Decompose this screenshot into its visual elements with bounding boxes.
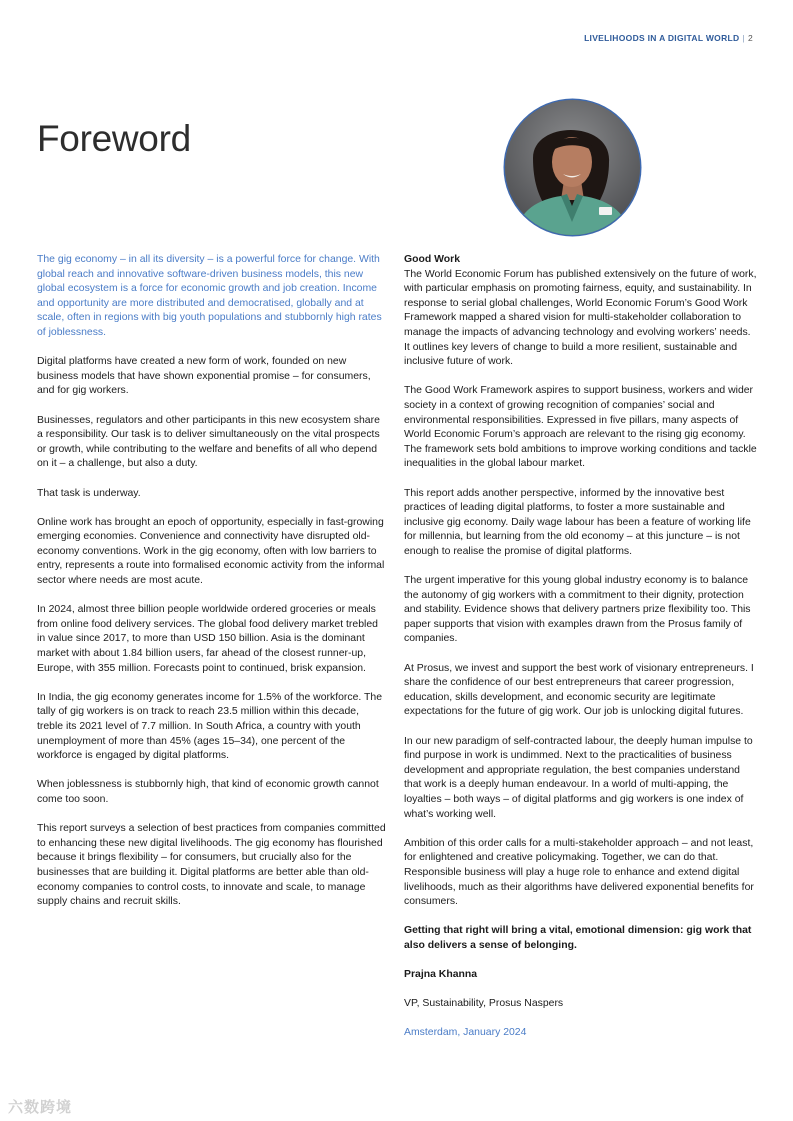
body-paragraph: The urgent imperative for this young global industry economy is to balance the autonomy of gig workers with a commitment to their dignity, protection and stability. Evidence shows that delivery partners prize flexibility too. This paper supports that vision with examples drawn from the Prosus family of companies. <box>404 575 751 645</box>
body-paragraph: At Prosus, we invest and support the best work of visionary entrepreneurs. I share the confidence of our best entrepreneurs that career progression, education, skills development, and economic security are legitimate expectations for the future of gig work. Our job is unlocking digital futures. <box>404 662 754 718</box>
body-paragraph: This report surveys a selection of best practices from companies committed to enhancing these new digital livelihoods. The gig economy has flourished because it brings flexibility – for consumers, but crucially also for the businesses that are building it. Digital platforms are better able than old-economy companies to control costs, to innovate and scale, to manage supply chains and recruit skills. <box>37 823 386 908</box>
intro-paragraph: The gig economy – in all its diversity – is a powerful force for change. With global reach and innovative software-driven business models, this new global ecosystem is a force for economic growth and job creation. Income and opportunity are more distributed and democratised, globally and at scale, often in regions with big youth populations and stubbornly high rates of joblessness. <box>37 254 382 338</box>
right-column <box>404 253 758 1056</box>
header-separator: | <box>742 33 745 43</box>
signatory-role: VP, Sustainability, Prosus Naspers <box>404 998 564 1010</box>
body-paragraph: In 2024, almost three billion people worldwide ordered groceries or meals from online food delivery services. The global food delivery market trebled in value since 2017, to more than USD 150 billion. Asia is the dominant market with about 1.84 billion users, far ahead of the closest runner-up, Europe, with 355 million. Forecasts point to continued, brisk expansion. <box>37 604 378 674</box>
closing-statement: Getting that right will bring a vital, emotional dimension: gig work that also delivers a sense of belonging. <box>404 925 752 951</box>
watermark: 六数跨境 <box>8 1099 73 1116</box>
body-paragraph: The Good Work Framework aspires to support business, workers and wider society in a context of growing recognition of companies’ social and environmental responsibilities. Expressed in five pillars, many aspects of World Economic Forum’s approach are relevant to the rising gig economy. The framework sets bold ambitions to improve working conditions and tackle inequalities in the global labour market. <box>404 385 757 470</box>
signatory-name: Prajna Khanna <box>404 969 478 981</box>
header-title: LIVELIHOODS IN A DIGITAL WORLD <box>584 33 740 43</box>
section-subheading: Good Work <box>404 254 461 265</box>
body-paragraph: This report adds another perspective, informed by the innovative best practices of leading digital platforms, to foster a more sustainable and inclusive gig economy. Daily wage labour has been a feature of working life for millennia, but learning from the old economy – at this juncture – is not enough to realise the promise of digital platforms. <box>404 487 751 557</box>
body-paragraph: In our new paradigm of self-contracted labour, the deeply human impulse to find purpose in work is undimmed. Next to the practicalities of business development and appropriate regulation, the best companies understand that work is a deeply human endeavour. In a world of multi-apping, the loyalties – both ways – of digital platforms and gig workers is one index of what’s working well. <box>404 735 753 820</box>
portrait-illustration <box>505 100 640 235</box>
body-paragraph: Businesses, regulators and other participants in this new ecosystem share a responsibility. Our task is to deliver simultaneously on the vital prospects or growth, while contributing to the welfare and benefits of all who depend on it – a challenge, but also a duty. <box>37 414 380 470</box>
body-paragraph: When joblessness is stubbornly high, that kind of economic growth cannot come too soon. <box>37 779 379 805</box>
body-paragraph: Online work has brought an epoch of opportunity, especially in fast-growing emerging economies. Convenience and connectivity have disrupted old-economy conventions. Work in the gig economy, often with low barriers to entry, represents a route into formalised economic activity from the informal sector where needs are most acute. <box>37 516 385 587</box>
body-paragraph: The World Economic Forum has published extensively on the future of work, with particular emphasis on promoting fairness, equity, and sustainability. In response to serial global challenges, World Economic Forum’s Good Work Framework mapped a shared vision for multi-stakeholder collaboration to manage the impacts of advancing technology and evolving workers’ needs. It outlines key levers of change to build a more resilient, sustainable and inclusive future of work. <box>404 268 757 368</box>
signature-place-date: Amsterdam, January 2024 <box>404 1027 527 1039</box>
page-title: Foreword <box>37 118 191 159</box>
signature-block <box>404 968 758 1041</box>
body-paragraph: That task is underway. <box>37 487 141 499</box>
body-paragraph: In India, the gig economy generates income for 1.5% of the workforce. The tally of gig workers is on track to reach 23.5 million within this decade, treble its 2021 level of 7.7 million. In South Africa, a country with youth unemployment of more than 45% (ages 15–34), one percent of the workforce is engaged by digital platforms. <box>37 691 383 762</box>
running-header <box>584 33 753 43</box>
body-paragraph: Digital platforms have created a new form of work, founded on new business models that have shown exponential promise – for consumers, and for gig workers. <box>37 356 371 397</box>
page-number: 2 <box>747 33 753 43</box>
body-paragraph: Ambition of this order calls for a multi-stakeholder approach – and not least, for enlightened and creative policymaking. Together, we can do that. Responsible business will play a huge role to enhance and extend digital livelihoods, much as their algorithms have delivered exponential benefits for consumers. <box>404 837 754 908</box>
author-portrait <box>505 100 640 235</box>
left-column <box>37 253 387 924</box>
